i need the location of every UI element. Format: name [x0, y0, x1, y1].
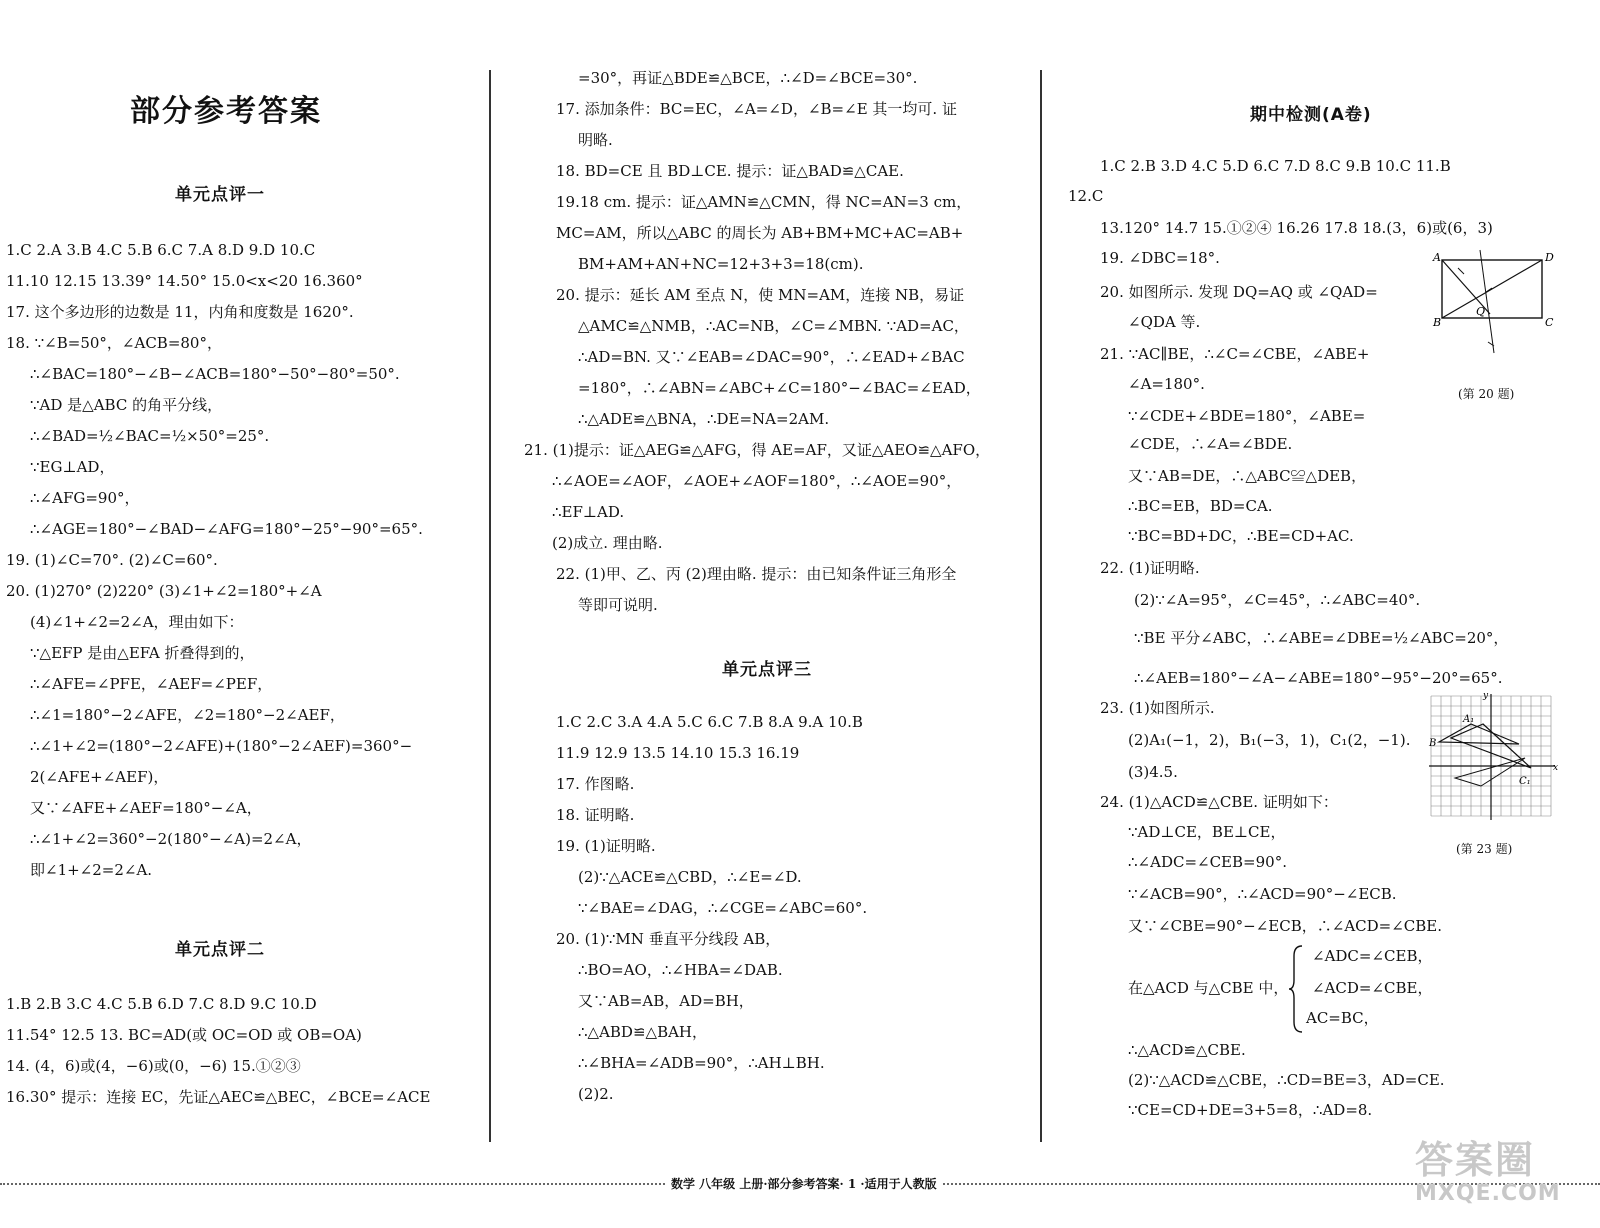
answer-line: ∴∠AOE=∠AOF，∠AOE+∠AOF=180°，∴∠AOE=90°， [552, 472, 962, 490]
answer-line: ∴∠AEB=180°−∠A−∠ABE=180°−95°−20°=65°. [1134, 669, 1503, 687]
answer-line: 17. 这个多边形的边数是 11，内角和度数是 1620°. [6, 303, 354, 321]
column-divider-2 [1040, 70, 1042, 1142]
answer-line: △AMC≌△NMB，∴AC=NB，∠C=∠MBN. ∵AD=AC， [578, 317, 969, 335]
answer-line: ∴∠AFE=∠PFE，∠AEF=∠PEF， [30, 675, 273, 693]
fig23-label-x: x [1553, 763, 1559, 773]
answer-line: ∠CDE，∴∠A=∠BDE. [1128, 435, 1293, 453]
answer-line: 又∵AB=DE，∴△ABC≌△DEB， [1128, 467, 1367, 485]
answer-line: 17. 添加条件：BC=EC，∠A=∠D，∠B=∠E 其一均可. 证 [556, 100, 957, 118]
watermark [1415, 1138, 1561, 1206]
answer-line: 1.C 2.B 3.D 4.C 5.D 6.C 7.D 8.C 9.B 10.C 11.B [1100, 157, 1451, 175]
answer-line: 17. 作图略. [556, 775, 635, 793]
figure-23-caption: (第 23 题) [1456, 842, 1513, 856]
answer-line: ∴∠BAD=½∠BAC=½×50°=25°. [30, 427, 270, 445]
answer-line: (4)∠1+∠2=2∠A，理由如下： [30, 613, 244, 631]
answer-line: ∵AD⊥CE，BE⊥CE， [1128, 823, 1286, 841]
answer-line: ∴△ACD≌△CBE. [1128, 1041, 1246, 1059]
answer-line: 2(∠AFE+∠AEF)， [30, 768, 169, 786]
column-divider-1 [489, 70, 491, 1142]
answer-line: ∴∠1=180°−2∠AFE，∠2=180°−2∠AEF， [30, 706, 345, 724]
fig20-label-q: Q [1476, 305, 1486, 318]
answer-line: 19. (1)∠C=70°. (2)∠C=60°. [6, 551, 218, 569]
figure-23-grid-diagram [1425, 690, 1560, 825]
watermark-text: 答案圈 [1415, 1138, 1536, 1182]
answer-line: ∠ADC=∠CEB， [1312, 947, 1433, 965]
answer-line: =180°，∴∠ABN=∠ABC+∠C=180°−∠BAC=∠EAD， [578, 379, 981, 397]
answer-line: (3)4.5. [1128, 763, 1178, 781]
answer-line: 1.B 2.B 3.C 4.C 5.B 6.D 7.C 8.D 9.C 10.D [6, 995, 317, 1013]
answer-line: 18. 证明略. [556, 806, 635, 824]
answer-line: (2)∵△ACD≌△CBE，∴CD=BE=3，AD=CE. [1128, 1071, 1445, 1089]
answer-line: ∵∠BAE=∠DAG，∴∠CGE=∠ABC=60°. [578, 899, 868, 917]
answer-line: 20. 如图所示. 发现 DQ=AQ 或 ∠QAD= [1100, 283, 1378, 301]
answer-line: AC=BC， [1306, 1009, 1379, 1027]
answer-line: 11.10 12.15 13.39° 14.50° 15.0<x<20 16.360° [6, 272, 363, 290]
answer-line: 21. ∵AC∥BE，∴∠C=∠CBE，∠ABE+ [1100, 345, 1370, 363]
fig20-label-b: B [1433, 316, 1442, 329]
answer-line: (2)∵∠A=95°，∠C=45°，∴∠ABC=40°. [1134, 591, 1421, 609]
fig23-label-b: B [1429, 738, 1437, 749]
answer-line: 明略. [578, 131, 613, 149]
answer-line: ∴∠1+∠2=360°−2(180°−∠A)=2∠A， [30, 830, 312, 848]
answer-line: 11.54° 12.5 13. BC=AD(或 OC=OD 或 OB=OA) [6, 1026, 362, 1044]
answer-line: 18. ∵∠B=50°，∠ACB=80°， [6, 334, 222, 352]
answer-line: 16.30° 提示：连接 EC，先证△AEC≌△BEC，∠BCE=∠ACE [6, 1088, 431, 1106]
answer-line: ∴BO=AO，∴∠HBA=∠DAB. [578, 961, 783, 979]
answer-line: 13.120° 14.7 15.①②④ 16.26 17.8 18.(3，6)或(6，3) [1100, 219, 1493, 237]
equation-brace [1288, 944, 1304, 1034]
answer-line: ∴△ADE≌△BNA，∴DE=NA=2AM. [578, 410, 830, 428]
answer-line: ∴∠AGE=180°−∠BAD−∠AFG=180°−25°−90°=65°. [30, 520, 423, 538]
answer-line: ∴∠AFG=90°， [30, 489, 140, 507]
answer-line: 21. (1)提示：证△AEG≌△AFG，得 AE=AF，又证△AEO≌△AFO， [524, 441, 991, 459]
answer-line: MC=AM，所以△ABC 的周长为 AB+BM+MC+AC=AB+ [556, 224, 964, 242]
answer-line: ∵EG⊥AD， [30, 458, 115, 476]
section-title-midterm: 期中检测(A卷) [1250, 105, 1372, 125]
answer-line: 又∵∠AFE+∠AEF=180°−∠A， [30, 799, 262, 817]
answer-line: ∴∠BAC=180°−∠B−∠ACB=180°−50°−80°=50°. [30, 365, 400, 383]
answer-line: (2)2. [578, 1085, 614, 1103]
answer-line: (2)成立. 理由略. [552, 534, 663, 552]
answer-line: ∵△EFP 是由△EFA 折叠得到的， [30, 644, 255, 662]
fig20-label-a: A [1433, 251, 1441, 264]
watermark-url: MXQE.COM [1415, 1181, 1561, 1206]
answer-line: 11.9 12.9 13.5 14.10 15.3 16.19 [556, 744, 800, 762]
fig20-label-d: D [1545, 251, 1554, 264]
answer-line: 23. (1)如图所示. [1100, 699, 1215, 717]
answer-line: (2)A₁(−1，2)，B₁(−3，1)，C₁(2，−1). [1128, 731, 1411, 749]
fig23-label-a1: A₁ [1463, 714, 1475, 725]
section-title-unit-1: 单元点评一 [175, 185, 265, 205]
answer-line: ∠QDA 等. [1128, 313, 1201, 331]
fig23-label-y: y [1483, 691, 1489, 701]
answer-line: BM+AM+AN+NC=12+3+3=18(cm). [578, 255, 864, 273]
answer-line: 即∠1+∠2=2∠A. [30, 861, 153, 879]
answer-line: 20. (1)∵MN 垂直平分线段 AB， [556, 930, 781, 948]
answer-line: ∵∠CDE+∠BDE=180°，∠ABE= [1128, 407, 1366, 425]
answer-line: 22. (1)证明略. [1100, 559, 1200, 577]
answer-line: 等即可说明. [578, 596, 658, 614]
answer-line: 1.C 2.A 3.B 4.C 5.B 6.C 7.A 8.D 9.D 10.C [6, 241, 316, 259]
answer-line: 19.18 cm. 提示：证△AMN≌△CMN，得 NC=AN=3 cm， [556, 193, 972, 211]
section-title-unit-3: 单元点评三 [722, 660, 812, 680]
page-footer: 数学 八年级 上册·部分参考答案· 1 ·适用于人教版 [665, 1175, 943, 1192]
answer-line: ∴∠BHA=∠ADB=90°，∴AH⊥BH. [578, 1054, 825, 1072]
answer-line: 又∵∠CBE=90°−∠ECB，∴∠ACD=∠CBE. [1128, 917, 1443, 935]
answer-line: ∴∠1+∠2=(180°−2∠AFE)+(180°−2∠AEF)=360°− [30, 737, 413, 755]
answer-line: 1.C 2.C 3.A 4.A 5.C 6.C 7.B 8.A 9.A 10.B [556, 713, 863, 731]
answer-line: 14. (4，6)或(4，−6)或(0，−6) 15.①②③ [6, 1057, 301, 1075]
figure-20-rectangle-diagram [1430, 248, 1560, 358]
answer-line: 19. (1)证明略. [556, 837, 656, 855]
fig23-label-c1: C₁ [1519, 776, 1531, 787]
section-title-unit-2: 单元点评二 [175, 940, 265, 960]
answer-line: ∵BE 平分∠ABC，∴∠ABE=∠DBE=½∠ABC=20°， [1134, 629, 1509, 647]
answer-line: 18. BD=CE 且 BD⊥CE. 提示：证△BAD≌△CAE. [556, 162, 904, 180]
answer-line: ∠A=180°. [1128, 375, 1205, 393]
answer-line: ∵∠ACB=90°，∴∠ACD=90°−∠ECB. [1128, 885, 1397, 903]
answer-line: 22. (1)甲、乙、丙 (2)理由略. 提示：由已知条件证三角形全 [556, 565, 957, 583]
answer-line: ∴EF⊥AD. [552, 503, 625, 521]
answer-line: ∠ACD=∠CBE， [1312, 979, 1433, 997]
answer-line: ∵CE=CD+DE=3+5=8，∴AD=8. [1128, 1101, 1373, 1119]
answer-line: =30°，再证△BDE≌△BCE，∴∠D=∠BCE=30°. [578, 69, 918, 87]
answer-line: (2)∵△ACE≌△CBD，∴∠E=∠D. [578, 868, 802, 886]
answer-line: ∴AD=BN. 又∵∠EAB=∠DAC=90°，∴∠EAD+∠BAC [578, 348, 965, 366]
answer-line: 又∵AB=AB，AD=BH， [578, 992, 754, 1010]
answer-line: 24. (1)△ACD≌△CBE. 证明如下： [1100, 793, 1338, 811]
answer-line: 20. (1)270° (2)220° (3)∠1+∠2=180°+∠A [6, 582, 322, 600]
fig20-label-c: C [1545, 316, 1554, 329]
answer-line: 12.C [1068, 187, 1104, 205]
answer-line: 在△ACD 与△CBE 中， [1128, 979, 1289, 997]
page-title: 部分参考答案 [130, 94, 322, 129]
figure-20-caption: (第 20 题) [1458, 387, 1515, 401]
answer-line: ∴△ABD≌△BAH， [578, 1023, 708, 1041]
answer-line: 20. 提示：延长 AM 至点 N，使 MN=AM，连接 NB，易证 [556, 286, 965, 304]
answer-line: ∴BC=EB，BD=CA. [1128, 497, 1273, 515]
answer-line: ∵BC=BD+DC，∴BE=CD+AC. [1128, 527, 1354, 545]
answer-line: ∴∠ADC=∠CEB=90°. [1128, 853, 1287, 871]
answer-line: ∵AD 是△ABC 的角平分线， [30, 396, 223, 414]
answer-line: 19. ∠DBC=18°. [1100, 249, 1220, 267]
